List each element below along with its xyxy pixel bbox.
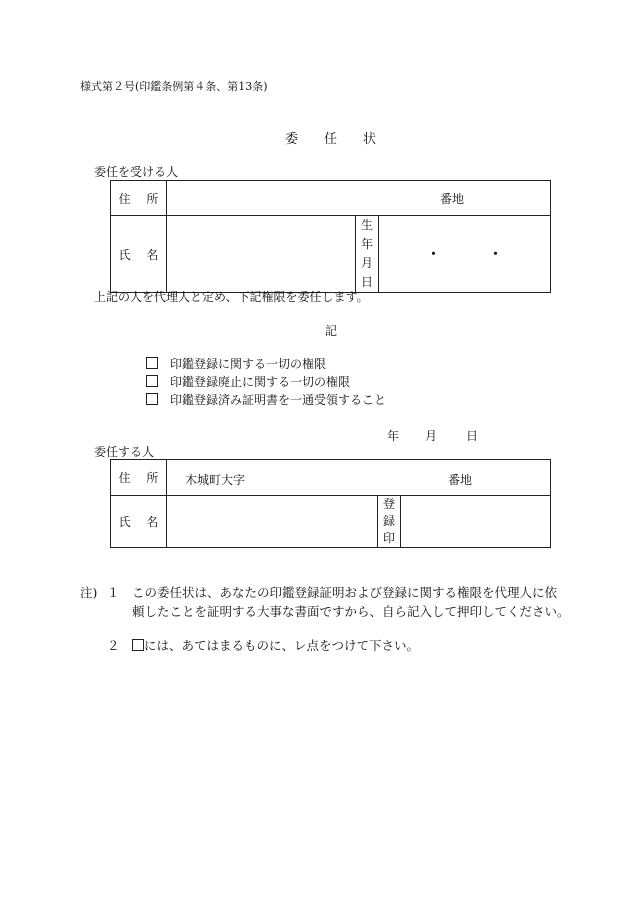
delegation-statement: 上記の人を代理人と定め、下記権限を委任します。 [94,290,369,304]
authority-label: 印鑑登録廃止に関する一切の権限 [170,375,351,389]
principal-table [110,459,551,548]
note-1-line2: 頼したことを証明する大事な書面ですから、自ら記入して押印してください。 [132,604,570,619]
principal-address-prefix: 木城町大字 [185,473,246,487]
authority-item [146,355,386,373]
proxy-name-label: 氏 名 [111,216,167,293]
principal-name-field[interactable] [167,496,378,548]
birthdate-label-char: 月 [360,256,373,270]
authority-label: 印鑑登録に関する一切の権限 [170,357,327,371]
seal-label-char: 録 [382,514,395,528]
note-2-text [132,636,419,656]
authority-checkbox[interactable] [146,357,158,369]
principal-heading: 委任する人 [94,445,155,459]
note-1-number: １ [107,585,120,600]
proxy-name-field[interactable] [167,216,356,293]
birthdate-label-char: 年 [360,237,373,251]
birthdate-separator: ・ [426,247,441,263]
notes-prefix: 注) [80,585,98,600]
authority-checkbox[interactable] [146,375,158,387]
principal-name-label: 氏 名 [111,496,167,548]
proxy-address-label: 住 所 [111,181,167,216]
principal-address-suffix: 番地 [447,473,472,487]
title-char: 委 [285,132,299,147]
note-2-number: ２ [107,638,120,653]
note-1-line1: この委任状は、あなたの印鑑登録証明および登録に関する権限を代理人に依 [132,585,558,600]
seal-field[interactable] [401,496,551,548]
proxy-birthdate-label [356,216,379,293]
seal-label-char: 印 [382,531,395,545]
date-year-label: 年 [387,429,400,443]
birthdate-label-char: 生 [360,218,373,232]
authority-checklist [146,355,386,409]
birthdate-separator: ・ [488,247,503,263]
seal-label [378,496,401,548]
authority-label: 印鑑登録済み証明書を一通受領すること [170,393,387,407]
seal-label-char: 登 [382,497,395,511]
principal-address-field[interactable] [167,460,551,496]
title-char: 任 [324,132,338,147]
document-title [285,128,402,147]
date-day-label: 日 [466,429,479,443]
proxy-birthdate-field[interactable] [379,216,551,293]
authority-item [146,391,386,409]
principal-address-label: 住 所 [111,460,167,496]
proxy-heading: 委任を受ける人 [94,165,179,179]
ki-heading: 記 [325,324,338,338]
note-2-line1: には、あてはまるものに、レ点をつけて下さい。 [144,638,420,653]
authority-checkbox[interactable] [146,393,158,405]
birthdate-label-char: 日 [360,275,373,289]
checkbox-symbol [132,639,144,651]
proxy-address-field[interactable] [167,181,551,216]
proxy-address-suffix: 番地 [439,191,464,206]
form-number: 様式第２号(印鑑条例第４条、第13条) [80,80,268,93]
proxy-table [110,180,551,293]
date-month-label: 月 [425,429,438,443]
authority-item [146,373,386,391]
title-char: 状 [363,132,377,147]
